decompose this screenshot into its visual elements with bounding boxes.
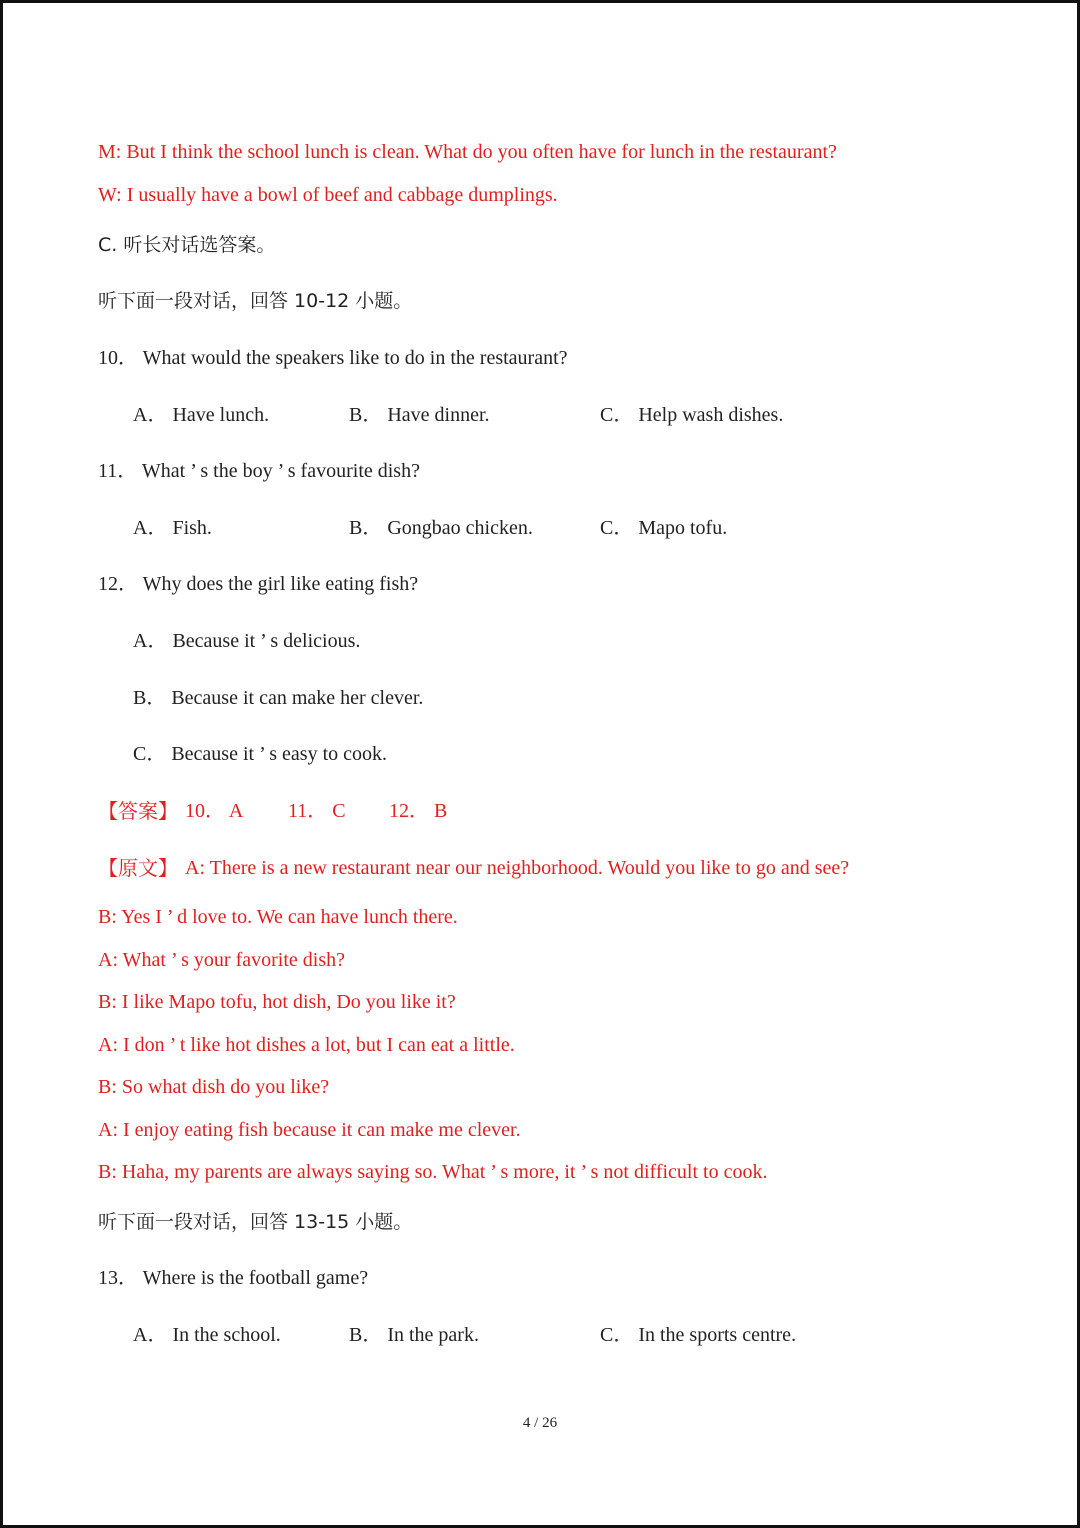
question-13: 13． Where is the football game? [98, 1267, 369, 1289]
answer-11: 11． C [288, 800, 346, 822]
original-line: A: I don ’ t like hot dishes a lot, but I can eat a little. [98, 1034, 515, 1056]
original-line: A: I enjoy eating fish because it can make me clever. [98, 1119, 521, 1141]
q13-option-a: A． In the school. [133, 1324, 281, 1346]
q11-option-c: C． Mapo tofu. [600, 517, 728, 539]
page-number: 4 / 26 [522, 1415, 558, 1431]
question-10: 10． What would the speakers like to do in the restaurant? [98, 347, 568, 369]
original-line: B: So what dish do you like? [98, 1076, 330, 1098]
section-c-heading: C. 听长对话选答案。 [98, 234, 276, 256]
q10-option-a: A． Have lunch. [133, 404, 270, 426]
q10-option-b: B． Have dinner. [349, 404, 490, 426]
transcript-line: M: But I think the school lunch is clean. What do you often have for lunch in the restaurant? [98, 141, 837, 163]
q10-option-c: C． Help wash dishes. [600, 404, 784, 426]
q13-option-c: C． In the sports centre. [600, 1324, 797, 1346]
answer-10: 10． A [185, 800, 244, 822]
original-label: 【原文】 [98, 856, 178, 880]
original-line: A: What ’ s your favorite dish? [98, 949, 345, 971]
original-line: B: Haha, my parents are always saying so. What ’ s more, it ’ s not difficult to cook. [98, 1161, 768, 1183]
original-line: B: I like Mapo tofu, hot dish, Do you like it? [98, 991, 456, 1013]
original-first-line: A: There is a new restaurant near our neighborhood. Would you like to go and see? [185, 857, 850, 879]
q13-option-b: B． In the park. [349, 1324, 479, 1346]
question-12: 12． Why does the girl like eating fish? [98, 573, 419, 595]
group-intro: 听下面一段对话，回答 13-15 小题。 [98, 1211, 413, 1233]
original-line: B: Yes I ’ d love to. We can have lunch there. [98, 906, 458, 928]
group-intro: 听下面一段对话，回答 10-12 小题。 [98, 290, 413, 312]
transcript-line: W: I usually have a bowl of beef and cabbage dumplings. [98, 184, 558, 206]
answer-label: 【答案】 [98, 799, 178, 823]
answer-12: 12． B [389, 800, 448, 822]
q11-option-a: A． Fish. [133, 517, 212, 539]
q12-option-c: C． Because it ’ s easy to cook. [133, 743, 388, 765]
q12-option-a: A． Because it ’ s delicious. [133, 630, 361, 652]
question-11: 11． What ’ s the boy ’ s favourite dish? [98, 460, 420, 482]
q12-option-b: B． Because it can make her clever. [133, 687, 424, 709]
q11-option-b: B． Gongbao chicken. [349, 517, 533, 539]
